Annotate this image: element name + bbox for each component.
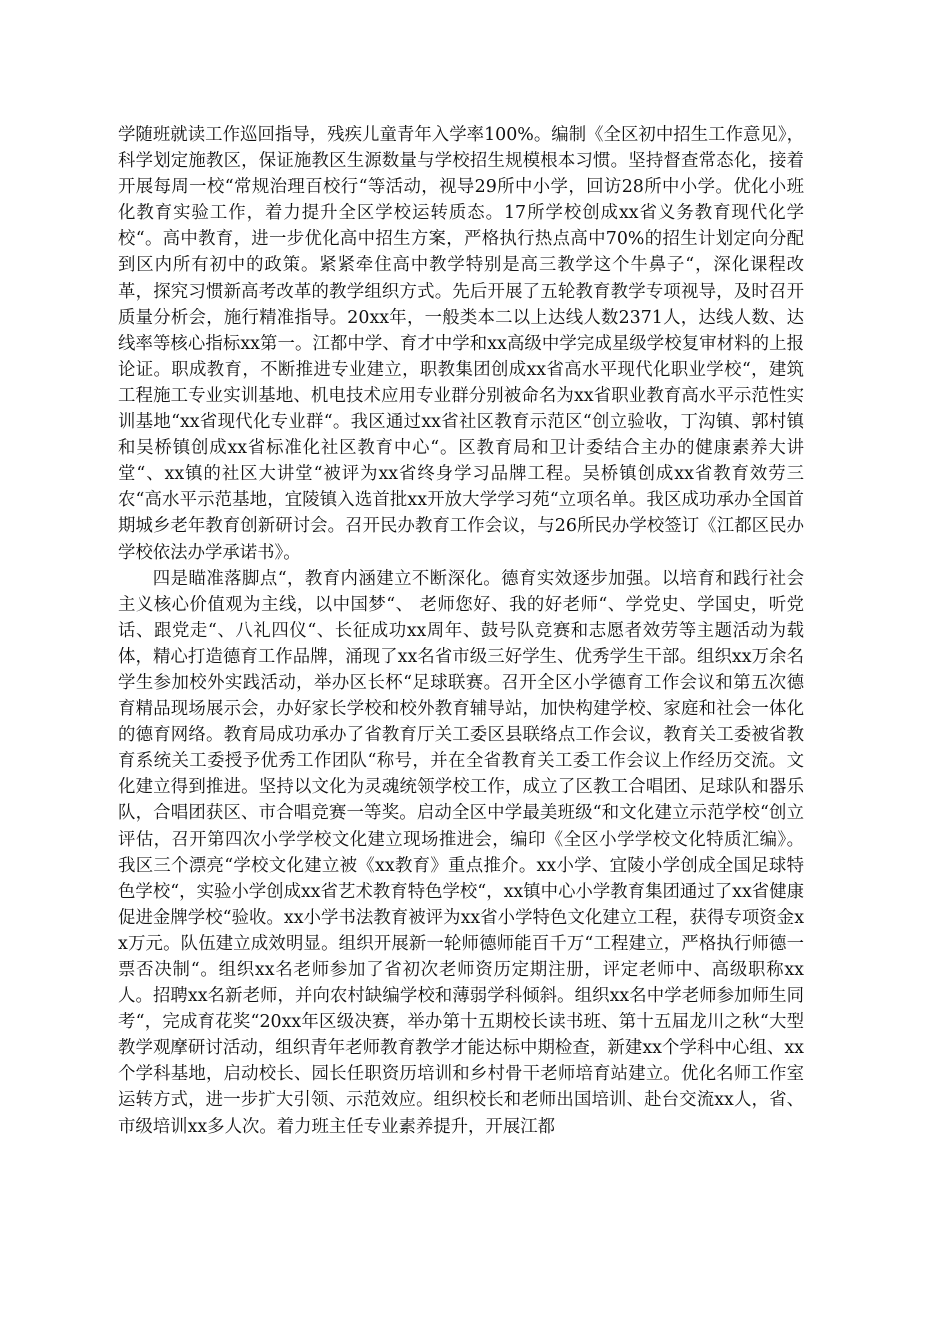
paragraph-enrollment-and-schools: 学随班就读工作巡回指导，残疾儿童青年入学率100%。编制《全区初中招生工作意见》，科学划定施教区，保证施教区生源数量与学校招生规模根本习惯。坚持督查常态化，接着开展每周一校“常规治理百校行“等活动，视导29所中小学，回访28所中小学。优化小班化教育实验工作，着力提升全区学校运转质态。17所学校创成xx省义务教育现代化学校“。高中教育，进一步优化高中招生方案，严格执行热点高中70%的招生计划定向分配到区内所有初中的政策。紧紧牵住高中教学特别是高三教学这个牛鼻子“，深化课程改革，探究习惯新高考改革的教学组织方式。先后开展了五轮教育教学专项视导，及时召开质量分析会，施行精准指导。20xx年，一般类本二以上达线人数2371人，达线人数、达线率等核心指标xx第一。江都中学、育才中学和xx高级中学完成星级学校复审材料的上报论证。职成教育，不断推进专业建立，职教集团创成xx省高水平现代化职业学校“，建筑工程施工专业实训基地、机电技术应用专业群分别被命名为xx省职业教育高水平示范性实训基地“xx省现代化专业群“。我区通过xx省社区教育示范区“创立验收，丁沟镇、郭村镇和吴桥镇创成xx省标准化社区教育中心“。区教育局和卫计委结合主办的健康素养大讲堂“、xx镇的社区大讲堂“被评为xx省终身学习品牌工程。吴桥镇创成xx省教育效劳三农“高水平示范基地，宜陵镇入选首批xx开放大学学习苑“立项名单。我区成功承办全国首期城乡老年教育创新研讨会。召开民办教育工作会议，与26所民办学校签订《江都区民办学校依法办学承诺书》。 (118, 125, 804, 563)
paragraph-education-connotation: 四是瞄准落脚点“，教育内涵建立不断深化。德育实效逐步加强。以培育和践行社会主义核心价值观为主线，以中国梦“、 老师您好、我的好老师“、学党史、学国史，听党话、跟党走“、八礼四仪“、长征成功xx周年、鼓号队竞赛和志愿者效劳等主题活动为载体，精心打造德育工作品牌，涌现了xx名省市级三好学生、优秀学生干部。组织xx万余名学生参加校外实践活动，举办区长杯“足球联赛。召开全区小学德育工作会议和第五次德育精品现场展示会，办好家长学校和校外教育辅导站，加快构建学校、家庭和社会一体化的德育网络。教育局成功承办了省教育厅关工委区县联络点工作会议，教育关工委被省教育系统关工委授予优秀工作团队“称号，并在全省教育关工委工作会议上作经历交流。文化建立得到推进。坚持以文化为灵魂统领学校工作，成立了区教工合唱团、足球队和器乐队，合唱团获区、市合唱竞赛一等奖。启动全区中学最美班级“和文化建立示范学校“创立评估，召开第四次小学学校文化建立现场推进会，编印《全区小学学校文化特质汇编》。我区三个漂亮“学校文化建立被《xx教育》重点推介。xx小学、宜陵小学创成全国足球特色学校“，实验小学创成xx省艺术教育特色学校“，xx镇中心小学教育集团通过了xx省健康促进金牌学校“验收。xx小学书法教育被评为xx省小学特色文化建立工程，获得专项资金xx万元。队伍建立成效明显。组织开展新一轮师德师能百千万“工程建立，严格执行师德一票否决制“。组织xx名老师参加了省初次老师资历定期注册，评定老师中、高级职称xx人。招聘xx名新老师，并向农村缺编学校和薄弱学科倾斜。组织xx名中学老师参加师生同考“，完成育花奖“20xx年区级决赛，举办第十五期校长读书班、第十五届龙川之秋“大型教学观摩研讨活动，组织青年老师教育教学才能达标中期检查，新建xx个学科中心组、xx个学科基地，启动校长、园长任职资历培训和乡村骨干老师培育站建立。优化名师工作室运转方式，进一步扩大引领、示范效应。组织校长和老师出国培训、赴台交流xx人，省、市级培训xx多人次。着力班主任专业素养提升，开展江都 (118, 568, 804, 1137)
document-body (118, 122, 804, 1140)
